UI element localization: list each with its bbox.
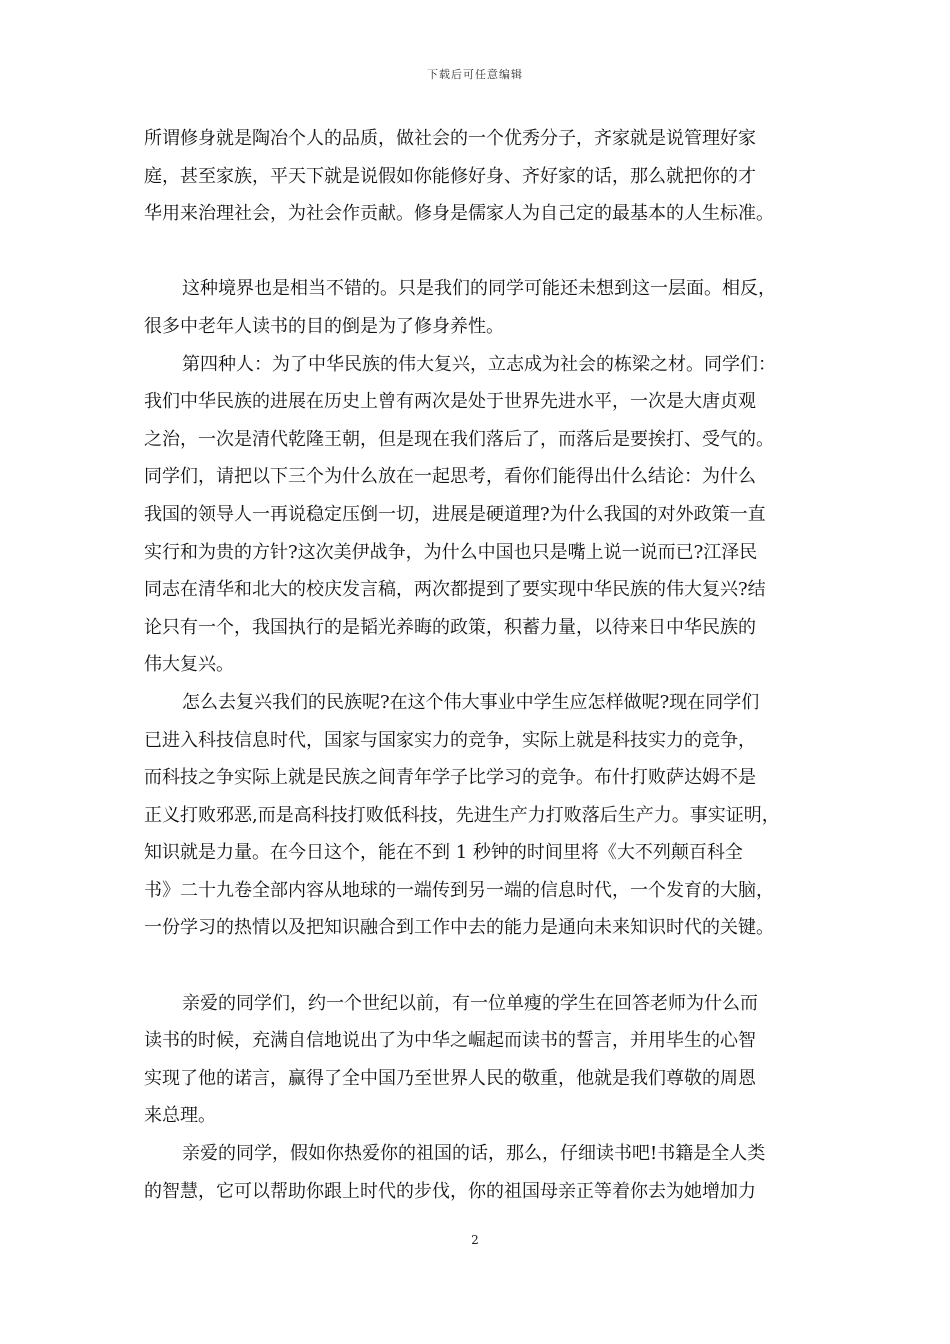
text-line: 书》二十九卷全部内容从地球的一端传到另一端的信息时代，一个发育的大脑， [144, 879, 774, 901]
paragraph [144, 684, 820, 947]
text-line: 已进入科技信息时代，国家与国家实力的竞争，实际上就是科技实力的竞争， [144, 729, 756, 751]
text-line: 第四种人：为了中华民族的伟大复兴，立志成为社会的栋梁之材。同学们： [182, 353, 776, 375]
text-line: 伟大复兴。 [144, 654, 234, 676]
text-line: 亲爱的同学，假如你热爱你的祖国的话，那么，仔细读书吧!书籍是全人类 [182, 1143, 766, 1165]
page-number: 2 [471, 1233, 479, 1247]
paragraph-gap [144, 233, 820, 271]
paragraph [144, 1135, 820, 1210]
text-line: 来总理。 [144, 1105, 216, 1127]
paragraph [144, 985, 820, 1135]
paragraph [144, 270, 820, 345]
text-line: 实行和为贵的方针?这次美伊战争，为什么中国也只是嘴上说一说而已?江泽民 [144, 541, 758, 563]
text-line: 很多中老年人读书的目的倒是为了修身养性。 [144, 315, 504, 337]
text-line: 我国的领导人一再说稳定压倒一切，进展是硬道理?为什么我国的对外政策一直 [144, 503, 766, 525]
text-line: 实现了他的诺言，赢得了全中国乃至世界人民的敬重，他就是我们尊敬的周恩 [144, 1067, 756, 1089]
text-line: 所谓修身就是陶冶个人的品质，做社会的一个优秀分子，齐家就是说管理好家 [144, 128, 756, 149]
text-line: 的智慧，它可以帮助你跟上时代的步伐，你的祖国母亲正等着你去为她增加力 [144, 1180, 756, 1202]
text-line: 一份学习的热情以及把知识融合到工作中去的能力是通向未来知识时代的关键。 [144, 917, 774, 939]
text-line: 这种境界也是相当不错的。只是我们的同学可能还未想到这一层面。相反， [182, 278, 776, 300]
text-line: 亲爱的同学们，约一个世纪以前，有一位单瘦的学生在回答老师为什么而 [182, 992, 758, 1014]
text-line: 庭，甚至家族，平天下就是说假如你能修好身、齐好家的话，那么就把你的才 [144, 165, 756, 187]
text-line: 同学们，请把以下三个为什么放在一起思考，看你们能得出什么结论：为什么 [144, 466, 756, 488]
text-line: 同志在清华和北大的校庆发言稿，两次都提到了要实现中华民族的伟大复兴?结 [144, 579, 766, 601]
text-line: 之治，一次是清代乾隆王朝，但是现在我们落后了，而落后是要挨打、受气的。 [144, 428, 774, 450]
paragraph [144, 120, 820, 233]
paragraph-gap [144, 947, 820, 985]
text-line: 读书的时候，充满自信地说出了为中华之崛起而读书的誓言，并用毕生的心智 [144, 1030, 756, 1052]
text-line: 怎么去复兴我们的民族呢?在这个伟大事业中学生应怎样做呢?现在同学们 [182, 691, 760, 713]
paragraph [144, 346, 820, 684]
text-line: 华用来治理社会，为社会作贡献。修身是儒家人为自己定的最基本的人生标准。 [144, 203, 774, 225]
text-line: 我们中华民族的进展在历史上曾有两次是处于世界先进水平，一次是大唐贞观 [144, 391, 756, 413]
text-line: 知识就是力量。在今日这个，能在不到 1 秒钟的时间里将《大不列颠百科全 [144, 842, 743, 864]
text-line: 论只有一个，我国执行的是韬光养晦的政策，积蓄力量，以待来日中华民族的 [144, 616, 756, 638]
text-line: 而科技之争实际上就是民族之间青年学子比学习的竞争。布什打败萨达姆不是 [144, 767, 756, 789]
document-body [144, 120, 820, 1210]
page-header: 下载后可任意编辑 [427, 68, 523, 81]
text-line: 正义打败邪恶,而是高科技打败低科技，先进生产力打败落后生产力。事实证明， [144, 804, 780, 826]
